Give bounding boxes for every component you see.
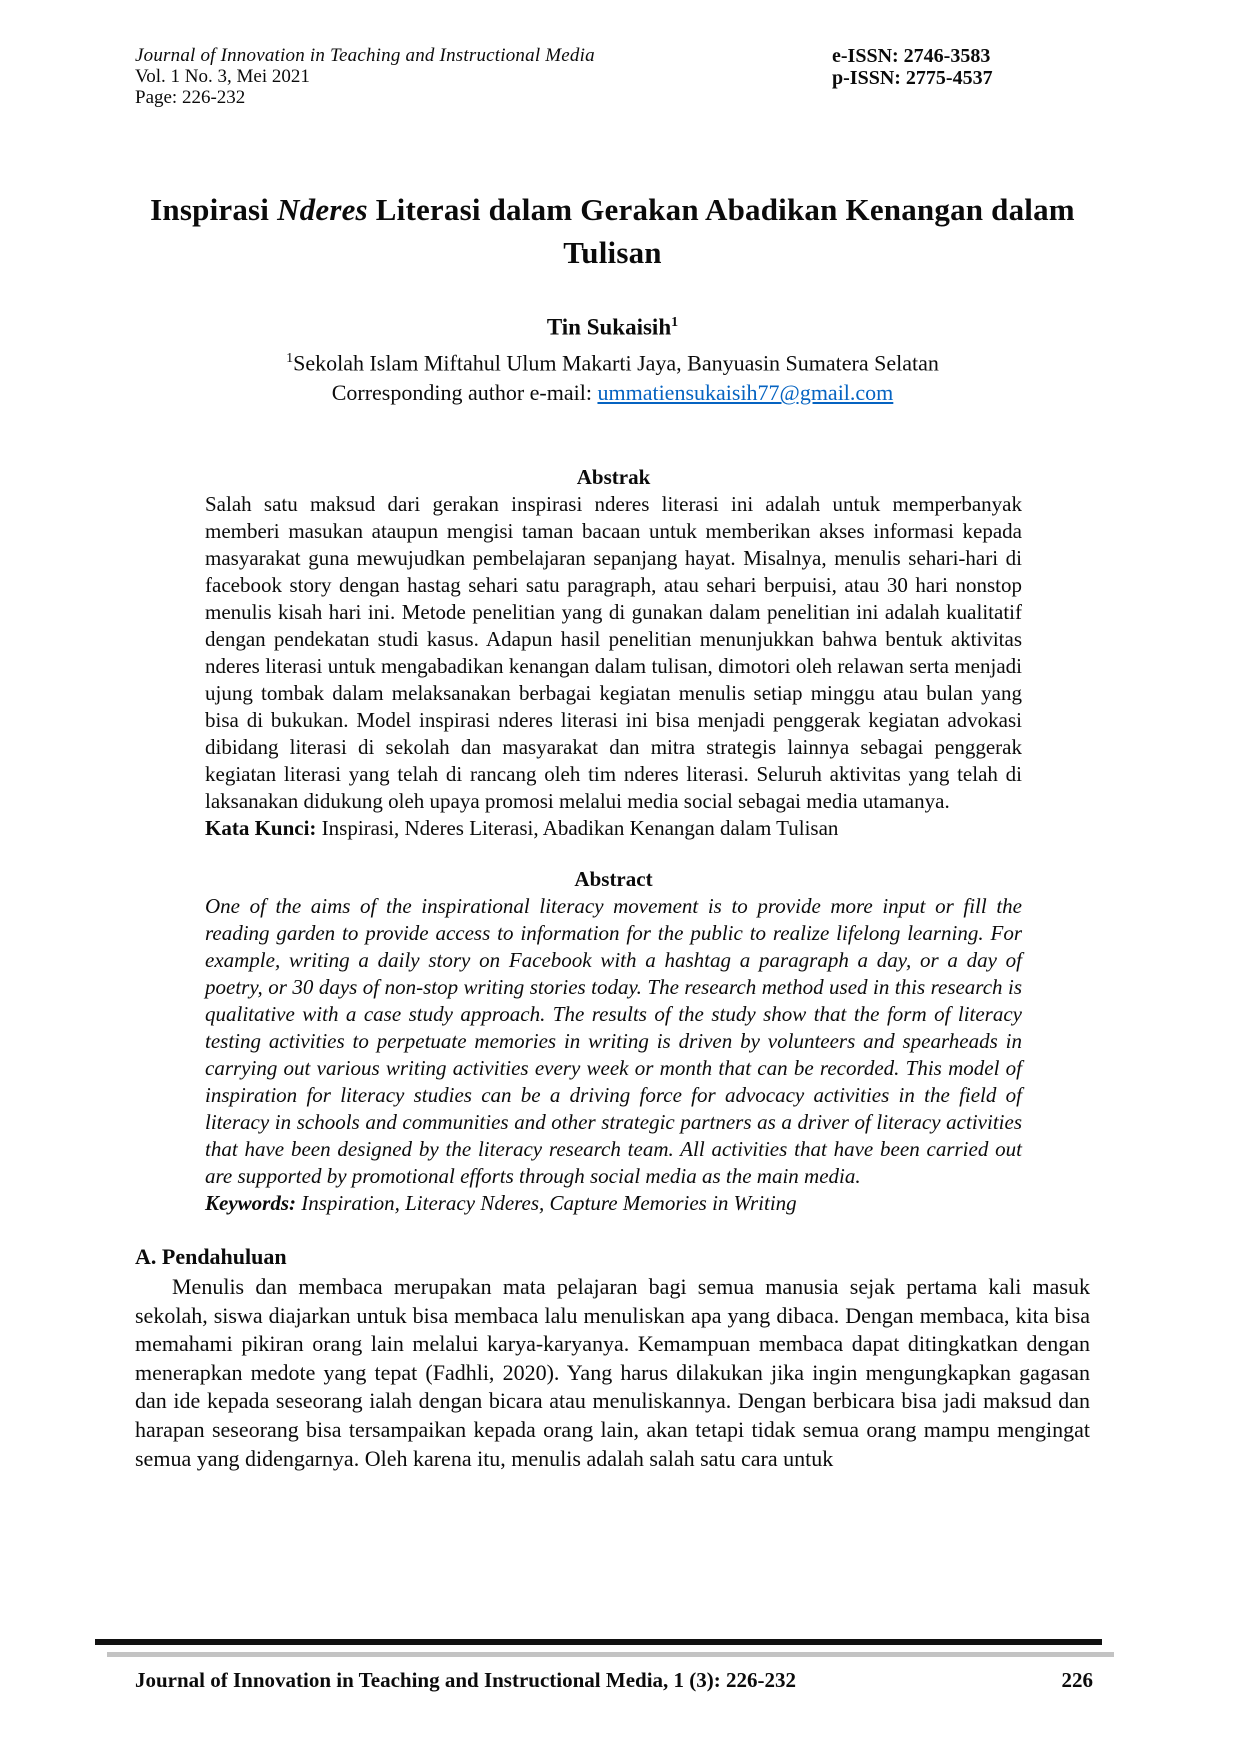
affiliation-marker: 1 [286,350,294,366]
article-title-italic-word: Nderes [277,192,368,227]
article-title [135,188,1090,274]
footer-rule-gray [107,1652,1114,1657]
kata-kunci-line [205,815,1022,842]
issn-block [832,45,993,89]
abstract-section [205,464,1022,1217]
keywords-label: Keywords: [205,1190,296,1215]
correspondence-line [135,378,1090,408]
author-affiliation [135,344,1090,378]
keywords-text: Inspiration, Literacy Nderes, Capture Memories in Writing [296,1190,797,1215]
introduction-heading: A. Pendahuluan [135,1243,287,1269]
journal-name: Journal of Innovation in Teaching and Instructional Media [135,45,595,66]
correspondence-label: Corresponding author e-mail: [331,379,598,405]
kata-kunci-text: Inspirasi, Nderes Literasi, Abadikan Kenangan dalam Tulisan [316,815,839,840]
author-block [135,310,1090,408]
abstrak-heading: Abstrak [576,464,651,489]
abstract-heading: Abstract [574,866,653,891]
affiliation-text: Sekolah Islam Miftahul Ulum Makarti Jaya, Banyuasin Sumatera Selatan [293,349,939,375]
article-title-pre: Inspirasi [150,192,278,227]
abstract-body: One of the aims of the inspirational literacy movement is to provide more input or fill the reading garden to provide access to information for the public to realize lifelong learning. For example, writing a daily story on Facebook with a hashtag a paragraph a day, or a day of poetry, or 30 days of non-stop writing stories today. The research method used in this research is qualitative with a case study approach. The results of the study show that the form of literacy testing activities to perpetuate memories in writing is driven by volunteers and spearheads in carrying out various writing activities every week or month that can be recorded. This model of inspiration for literacy studies can be a driving force for advocacy activities in the field of literacy in schools and communities and other strategic partners as a driver of literacy activities that have been designed by the literacy research team. All activities that have been carried out are supported by promotional efforts through social media as the main media. [205,893,1022,1188]
footer-rule-black [95,1639,1102,1645]
journal-header [135,45,1090,108]
p-issn: p-ISSN: 2775-4537 [832,67,993,89]
e-issn: e-ISSN: 2746-3583 [832,45,991,67]
article-title-post: Literasi dalam Gerakan Abadikan Kenangan dalam Tulisan [367,192,1075,270]
corresponding-email-link[interactable]: ummatiensukaisih77@gmail.com [597,379,894,405]
author-name-text: Tin Sukaisih [546,314,672,340]
keywords-line [205,1190,1022,1217]
footer-citation: Journal of Innovation in Teaching and Instructional Media, 1 (3): 226-232 [135,1668,797,1692]
author-name [135,310,1090,341]
introduction-paragraph: Menulis dan membaca merupakan mata pelajaran bagi semua manusia sejak pertama kali masuk sekolah, siswa diajarkan untuk bisa membaca lalu menuliskan apa yang dibaca. Dengan membaca, kita bisa memahami pikiran orang lain melalui karya-karyanya. Kemampuan membaca dapat ditingkatkan dengan menerapkan medote yang tepat (Fadhli, 2020). Yang harus dilakukan jika ingin mengungkapkan gagasan dan ide kepada seseorang ialah dengan bicara atau menuliskannya. Dengan berbicara bisa jadi maksud dan harapan seseorang bisa tersampaikan kepada orang lain, akan tetapi tidak semua orang mampu mengingat semua yang didengarnya. Oleh karena itu, menulis adalah salah satu cara untuk [135,1273,1090,1471]
footer-text-row [135,1668,1093,1693]
introduction-section [135,1243,1090,1473]
kata-kunci-label: Kata Kunci: [205,815,317,840]
author-affiliation-marker: 1 [671,315,679,330]
page-range: Page: 226-232 [135,87,246,108]
volume-issue-date: Vol. 1 No. 3, Mei 2021 [135,66,310,87]
abstrak-body: Salah satu maksud dari gerakan inspirasi nderes literasi ini adalah untuk memperbanyak memberi masukan ataupun mengisi taman bacaan untuk memberikan akses informasi kepada masyarakat guna mewujudkan pembelajaran sepanjang hayat. Misalnya, menulis sehari-hari di facebook story dengan hastag sehari satu paragraph, atau sehari berpuisi, atau 30 hari nonstop menulis kisah hari ini. Metode penelitian yang di gunakan dalam penelitian ini adalah kualitatif dengan pendekatan studi kasus. Adapun hasil penelitian menunjukkan bahwa bentuk aktivitas nderes literasi untuk mengabadikan kenangan dalam tulisan, dimotori oleh relawan serta menjadi ujung tombak dalam melaksanakan berbagai kegiatan menulis setiap minggu atau bulan yang bisa di bukukan. Model inspirasi nderes literasi ini bisa menjadi penggerak kegiatan advokasi dibidang literasi di sekolah dan masyarakat dan mitra strategis lainnya sebagai penggerak kegiatan literasi yang telah di rancang oleh tim nderes literasi. Seluruh aktivitas yang telah di laksanakan didukung oleh upaya promosi melalui media social sebagai media utamanya. [205,491,1022,813]
footer-page-number: 226 [1061,1668,1093,1692]
